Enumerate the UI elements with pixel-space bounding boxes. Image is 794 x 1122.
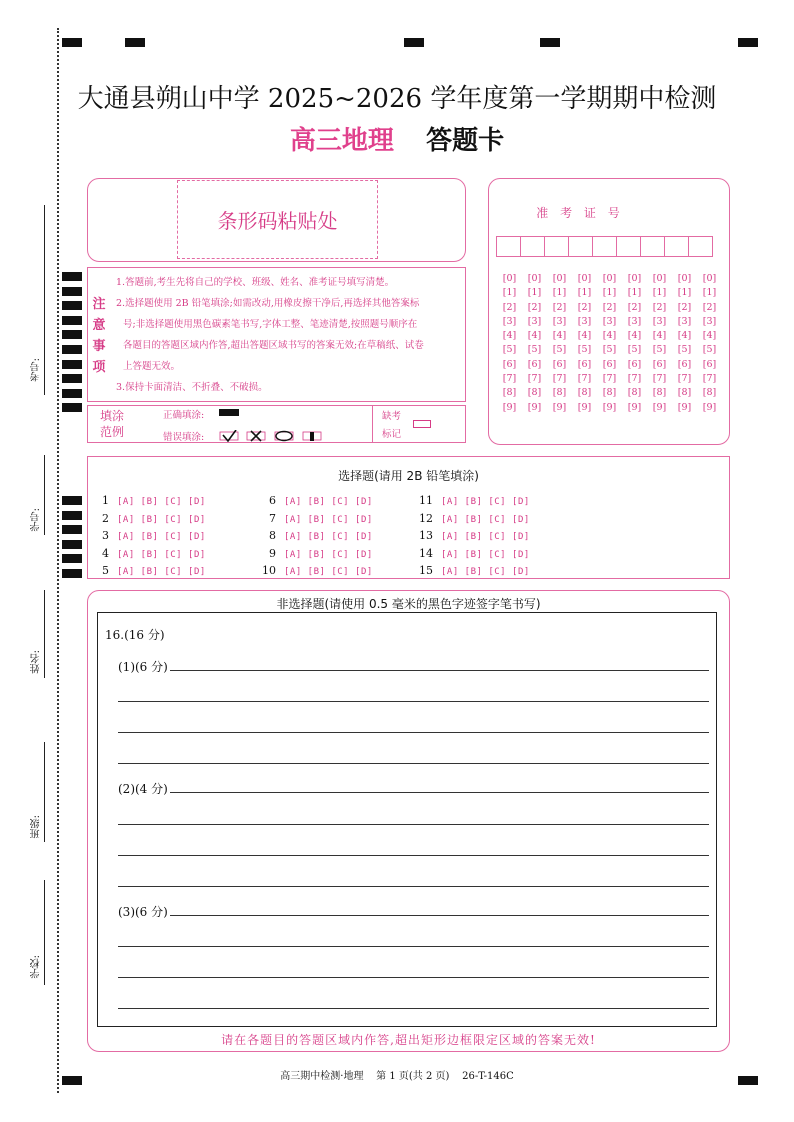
mc-question-row [95,546,206,564]
mc-question-number: 3 [102,529,109,542]
exam-id-bubble[interactable]: [1] [627,287,642,299]
mc-question-number: 4 [102,546,109,560]
exam-id-column [672,272,697,415]
exam-id-bubble[interactable]: [7] [502,373,517,385]
multiple-choice-title: 选择题(请用 2B 铅笔填涂) [338,469,479,483]
notice-char: 项 [92,360,106,375]
exam-id-bubble[interactable]: [4] [627,330,642,342]
exam-id-column [597,272,622,415]
exam-id-column [647,272,672,415]
subject-title: 高三地理 [289,126,394,156]
exam-id-bubble[interactable]: [3] [602,315,617,327]
exam-id-bubble[interactable]: [7] [527,373,542,385]
mc-option-bubbles[interactable]: [A] [B] [C] [D] [117,567,206,577]
answer-line[interactable] [118,732,709,733]
timing-mark [62,403,82,412]
exam-id-bubble[interactable]: [0] [502,273,517,284]
exam-id-bubble[interactable]: [4] [502,330,517,342]
question-16-label: 16.(16 分) [105,628,165,642]
exam-id-box[interactable] [568,236,593,257]
exam-id-bubble[interactable]: [6] [527,358,542,370]
answer-line[interactable] [118,670,709,671]
answer-line[interactable] [118,701,709,702]
mc-option-bubbles[interactable]: [A] [B] [C] [D] [441,567,530,577]
exam-id-bubble[interactable]: [6] [552,358,567,370]
exam-id-bubble[interactable]: [4] [577,330,592,342]
exam-id-bubble[interactable]: [6] [652,358,667,370]
exam-no-line [44,205,45,395]
exam-id-bubble[interactable]: [5] [577,344,592,356]
exam-id-title: 准 考 证 号 [536,206,620,220]
exam-id-bubble[interactable]: [6] [702,358,717,370]
exam-id-bubble[interactable]: [7] [702,373,717,385]
exam-id-box[interactable] [640,236,665,257]
exam-id-bubble[interactable]: [8] [552,387,567,399]
exam-title: 大通县朔山中学 2025~2026 学年度第一学期期中检测 [77,84,717,114]
notice-text [116,272,462,398]
fill-example-title [100,408,124,440]
exam-id-bubble[interactable]: [8] [677,387,692,399]
exam-id-bubble[interactable]: [0] [702,273,717,284]
wrong-fill-label: 错误填涂: [163,432,205,443]
mc-option-bubbles[interactable]: [A] [B] [C] [D] [441,497,530,507]
mc-question-row [256,528,373,546]
exam-id-box[interactable] [496,236,521,257]
exam-id-bubble[interactable]: [7] [552,373,567,385]
exam-id-box[interactable] [616,236,641,257]
mc-question-number: 1 [102,494,109,507]
exam-id-bubble[interactable]: [0] [677,273,692,284]
timing-mark [62,374,82,383]
notice-char: 意 [92,318,106,333]
mc-question-row [95,563,206,581]
exam-id-bubble[interactable]: [8] [627,387,642,399]
mc-question-row [95,528,206,546]
mc-question-row [413,563,530,581]
exam-id-bubble[interactable]: [5] [677,344,692,356]
exam-id-bubble[interactable]: [7] [627,373,642,385]
exam-id-bubble[interactable]: [9] [627,401,642,413]
answer-line[interactable] [118,855,709,856]
answer-line[interactable] [118,763,709,764]
mc-question-number: 9 [269,546,276,560]
exam-id-bubble[interactable]: [5] [627,344,642,356]
school-label: 学校: [31,955,42,979]
timing-mark [62,554,82,563]
mc-question-number: 5 [102,564,109,577]
timing-mark [540,38,560,47]
exam-id-bubble[interactable]: [2] [652,301,667,313]
exam-id-bubble[interactable]: [9] [577,401,592,413]
exam-id-bubble[interactable]: [3] [552,315,567,327]
exam-id-column [622,272,647,415]
timing-mark [62,496,82,505]
mc-question-number: 14 [419,546,433,560]
card-name: 答题卡 [426,126,505,156]
exam-id-bubble[interactable]: [1] [527,287,542,299]
wrong-fill-samples [219,430,329,442]
mc-option-bubbles[interactable]: [A] [B] [C] [D] [284,532,373,542]
absent-mark-box[interactable] [413,420,431,428]
absent-mark-label [382,408,401,444]
mc-option-bubbles[interactable]: [A] [B] [C] [D] [284,514,373,525]
timing-mark [125,38,145,47]
fill-example-title-line: 范例 [100,425,125,439]
timing-mark [62,287,82,296]
notice-line: 各题目的答题区域内作答,超出答题区域书写的答案无效;在草稿纸、试卷 [123,340,424,351]
exam-id-bubble[interactable]: [0] [627,273,642,284]
exam-id-bubble[interactable]: [3] [627,315,642,327]
exam-id-bubbles [497,272,722,415]
student-no-line [44,455,45,535]
exam-id-bubble[interactable]: [0] [552,273,567,284]
mc-question-row [413,546,530,564]
exam-id-column [697,272,722,415]
exam-id-bubble[interactable]: [4] [652,330,667,342]
part-1-label: (1)(6 分) [118,660,168,674]
correct-fill-label: 正确填涂: [163,410,205,421]
name-label: 姓名: [31,650,42,674]
exam-id-bubble[interactable]: [7] [652,373,667,385]
mc-question-row [256,493,373,511]
warning-text: 请在各题目的答题区域内作答,超出矩形边框限定区域的答案无效! [221,1033,596,1047]
mc-question-row [256,563,373,581]
mc-question-row [95,511,206,529]
mc-question-number: 13 [419,529,433,542]
mc-option-bubbles[interactable]: [A] [B] [C] [D] [117,532,206,542]
exam-id-bubble[interactable]: [8] [602,387,617,399]
exam-id-column [497,272,522,415]
answer-line[interactable] [118,946,709,947]
exam-id-bubble[interactable]: [4] [677,330,692,342]
exam-id-bubble[interactable]: [4] [552,330,567,342]
mc-question-row [256,511,373,529]
answer-line[interactable] [118,824,709,825]
mc-question-number: 7 [269,511,276,525]
timing-mark [62,511,82,520]
timing-mark [62,389,82,398]
timing-mark [62,316,82,325]
answer-line[interactable] [118,886,709,887]
exam-id-bubble[interactable]: [8] [577,387,592,399]
barcode-area: 条形码粘贴处 [177,180,378,259]
notice-char: 事 [92,339,106,354]
exam-id-bubble[interactable]: [2] [627,301,642,313]
mc-option-bubbles[interactable]: [A] [B] [C] [D] [117,549,206,560]
answer-line[interactable] [118,792,709,793]
exam-id-bubble[interactable]: [9] [702,401,717,413]
exam-id-bubble[interactable]: [1] [577,287,592,299]
exam-id-bubble[interactable]: [9] [502,401,517,413]
notice-line: 1.答题前,考生先将自己的学校、班级、姓名、准考证号填写清楚。 [116,277,395,288]
exam-id-bubble[interactable]: [0] [602,273,617,284]
card-title [0,120,794,157]
mc-question-row [413,528,530,546]
mc-question-number: 11 [419,494,433,507]
exam-id-bubble[interactable]: [6] [577,358,592,370]
mc-question-number: 15 [419,564,433,577]
exam-id-bubble[interactable]: [3] [502,315,517,327]
exam-id-bubble[interactable]: [1] [652,287,667,299]
exam-id-bubble[interactable]: [3] [702,315,717,327]
exam-id-bubble[interactable]: [6] [502,358,517,370]
exam-id-bubble[interactable]: [2] [502,301,517,313]
name-line [44,590,45,678]
exam-id-bubble[interactable]: [6] [602,358,617,370]
timing-mark [62,345,82,354]
exam-id-bubble[interactable]: [8] [652,387,667,399]
exam-id-bubble[interactable]: [9] [677,401,692,413]
mc-option-bubbles[interactable]: [A] [B] [C] [D] [441,549,530,560]
timing-mark [62,525,82,534]
exam-id-column [547,272,572,415]
exam-id-bubble[interactable]: [5] [652,344,667,356]
answer-line[interactable] [118,977,709,978]
exam-id-bubble[interactable]: [1] [702,287,717,299]
cross-mark-icon [251,431,261,441]
class-label: 班级: [31,815,42,839]
exam-id-box[interactable] [664,236,689,257]
mc-question-number: 2 [102,511,109,525]
timing-mark [62,540,82,549]
exam-id-bubble[interactable]: [2] [677,301,692,313]
mc-question-number: 8 [269,529,276,542]
exam-id-bubble[interactable]: [2] [577,301,592,313]
exam-id-bubble[interactable]: [3] [527,315,542,327]
mc-question-number: 10 [262,564,276,577]
exam-id-box[interactable] [544,236,569,257]
exam-id-bubble[interactable]: [9] [602,401,617,413]
exam-id-bubble[interactable]: [5] [502,344,517,356]
exam-id-bubble[interactable]: [4] [702,330,717,342]
exam-id-bubble[interactable]: [3] [677,315,692,327]
timing-mark [62,272,82,281]
exam-id-bubble[interactable]: [7] [577,373,592,385]
exam-id-bubble[interactable]: [9] [552,401,567,413]
mc-question-row [95,493,206,511]
exam-id-bubble[interactable]: [7] [602,373,617,385]
exam-id-bubble[interactable]: [5] [527,344,542,356]
exam-id-bubble[interactable]: [2] [527,301,542,313]
notice-line: 号;非选择题使用黑色碳素笔书写,字体工整、笔迹清楚,按照题号顺序在 [123,319,418,330]
fill-example-title-line: 填涂 [100,409,125,423]
mc-option-bubbles[interactable]: [A] [B] [C] [D] [441,514,530,525]
exam-id-bubble[interactable]: [4] [527,330,542,342]
notice-line: 2.选择题使用 2B 铅笔填涂;如需改动,用橡皮擦干净后,再选择其他答案标 [116,298,420,309]
exam-id-bubble[interactable]: [2] [702,301,717,313]
exam-id-bubble[interactable]: [7] [677,373,692,385]
exam-id-bubble[interactable]: [9] [527,401,542,413]
partial-mark-icon [310,432,314,441]
exam-id-bubble[interactable]: [4] [602,330,617,342]
exam-id-bubble[interactable]: [2] [602,301,617,313]
exam-id-bubble[interactable]: [0] [652,273,667,284]
mc-question-row [413,493,530,511]
mc-option-bubbles[interactable]: [A] [B] [C] [D] [441,532,530,542]
timing-mark [404,38,424,47]
part-2-label: (2)(4 分) [118,782,168,796]
mc-question-number: 6 [269,494,276,507]
mc-option-bubbles[interactable]: [A] [B] [C] [D] [284,497,373,507]
notice-title [90,294,108,378]
mc-column [256,493,373,581]
answer-line[interactable] [118,915,709,916]
page-footer: 高三期中检测·地理 第 1 页(共 2 页) 26-T-146C [280,1071,514,1082]
mc-option-bubbles[interactable]: [A] [B] [C] [D] [284,549,373,560]
exam-id-bubble[interactable]: [3] [577,315,592,327]
free-response-title: 非选择题(请使用 0.5 毫米的黑色字迹签字笔书写) [276,597,541,611]
exam-id-bubble[interactable]: [5] [602,344,617,356]
class-line [44,742,45,842]
exam-id-boxes [496,236,712,261]
exam-id-bubble[interactable]: [9] [652,401,667,413]
exam-id-bubble[interactable]: [1] [677,287,692,299]
notice-line: 上答题无效。 [123,361,181,372]
circle-mark-icon [276,432,292,441]
exam-id-bubble[interactable]: [8] [702,387,717,399]
exam-id-bubble[interactable]: [8] [527,387,542,399]
absent-mark-divider [372,405,373,443]
timing-mark [62,330,82,339]
exam-id-bubble[interactable]: [5] [702,344,717,356]
exam-id-box[interactable] [520,236,545,257]
exam-id-column [572,272,597,415]
mc-column [95,493,206,581]
timing-mark [62,569,82,578]
part-3-label: (3)(6 分) [118,905,168,919]
exam-id-bubble[interactable]: [0] [527,273,542,284]
exam-id-bubble[interactable]: [1] [602,287,617,299]
exam-id-box[interactable] [592,236,617,257]
mc-question-number: 12 [419,511,433,525]
exam-id-bubble[interactable]: [5] [552,344,567,356]
timing-mark [62,38,82,47]
student-no-label: 学号: [31,508,42,532]
exam-id-bubble[interactable]: [2] [552,301,567,313]
exam-id-bubble[interactable]: [3] [652,315,667,327]
notice-char: 注 [92,297,106,312]
binding-line [57,28,59,1093]
timing-mark [62,360,82,369]
exam-id-box[interactable] [688,236,713,257]
correct-fill-sample [219,409,239,416]
school-line [44,880,45,985]
mc-option-bubbles[interactable]: [A] [B] [C] [D] [117,514,206,525]
answer-frame [97,612,717,1027]
exam-id-bubble[interactable]: [6] [627,358,642,370]
mc-column [413,493,530,581]
absent-mark-label-line: 缺考 [382,411,402,422]
exam-id-bubble[interactable]: [1] [552,287,567,299]
mc-question-row [413,511,530,529]
exam-id-column [522,272,547,415]
mc-question-row [256,546,373,564]
absent-mark-label-line: 标记 [382,429,402,440]
answer-line[interactable] [118,1008,709,1009]
mc-option-bubbles[interactable]: [A] [B] [C] [D] [284,567,373,577]
exam-no-label: 考号: [31,358,42,382]
timing-mark [738,38,758,47]
exam-id-bubble[interactable]: [1] [502,287,517,299]
mc-option-bubbles[interactable]: [A] [B] [C] [D] [117,497,206,507]
timing-mark [62,301,82,310]
exam-id-bubble[interactable]: [6] [677,358,692,370]
exam-id-bubble[interactable]: [8] [502,387,517,399]
notice-line: 3.保持卡面清洁、不折叠、不破损。 [116,382,268,393]
exam-id-bubble[interactable]: [0] [577,273,592,284]
